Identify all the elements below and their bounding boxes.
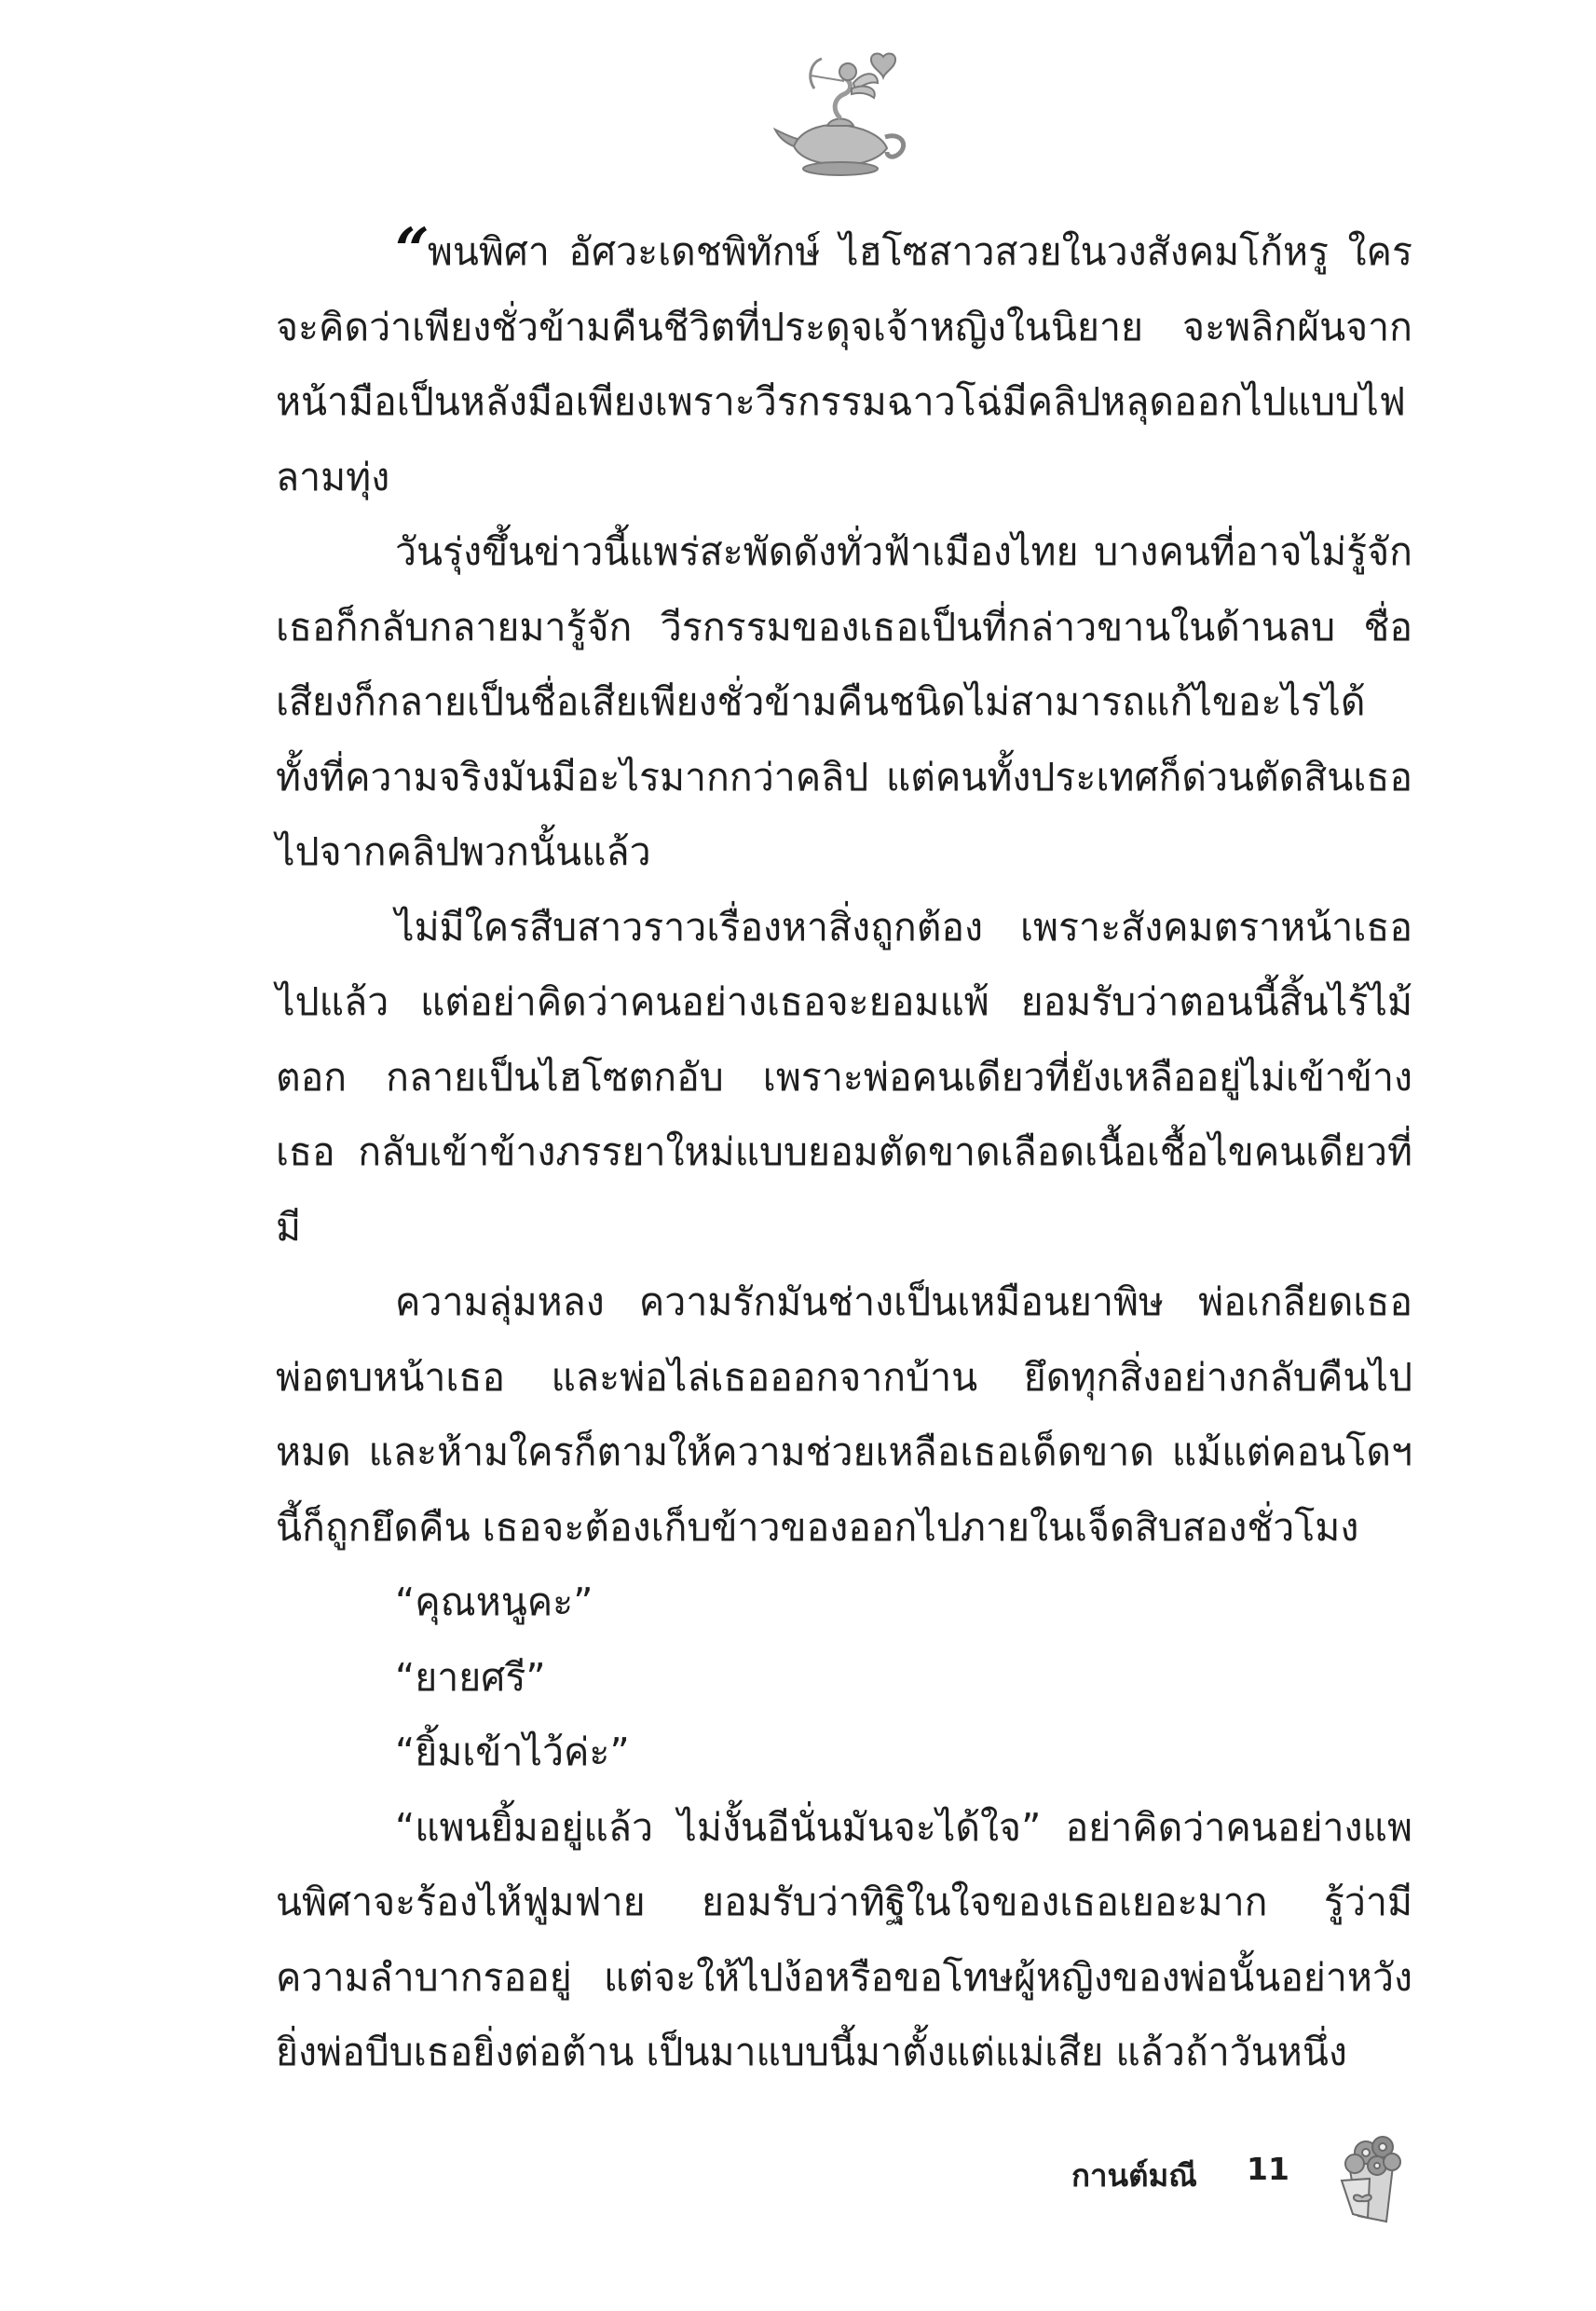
paragraph: ความลุ่มหลง ความรักมันช่างเป็นเหมือนยาพิษ พ่อเกลียดเธอ พ่อตบหน้าเธอ และพ่อไล่เธอออกจากบ้าน ยึดทุกสิ่งอย่างกลับคืนไปหมด และห้ามใครก็ตามให้ความช่วยเหลือเธอเด็ดขาด แม้แต่คอนโดฯ นี้ก็ถูกยึดคืน เธอจะต้องเก็บข้าวของออกไปภายในเจ็ดสิบสองชั่วโมง [276, 1279, 1412, 1550]
paragraph: ไม่มีใครสืบสาวราวเรื่องหาสิ่งถูกต้อง เพราะสังคมตราหน้าเธอไปแล้ว แต่อย่าคิดว่าคนอย่างเธอจะยอมแพ้ ยอมรับว่าตอนนี้สิ้นไร้ไม้ตอก กลายเป็นไฮโซตกอับ เพราะพ่อคนเดียวที่ยังเหลืออยู่ไม่เข้าข้างเธอ กลับเข้าข้างภรรยาใหม่แบบยอมตัดขาดเลือดเนื้อเชื้อไขคนเดียวที่มี [276, 904, 1412, 1250]
opening-quote-mark: “ [395, 215, 420, 285]
chapter-body [276, 214, 1412, 2090]
footer-author-title: กานต์มณี [1071, 2157, 1197, 2194]
page-footer [0, 2134, 1596, 2218]
paragraph: “แพนยิ้มอยู่แล้ว ไม่งั้นอีนั่นมันจะได้ใจ” อย่าคิดว่าคนอย่างแพนพิศาจะร้องไห้ฟูมฟาย ยอมรับว่าทิฐิในใจของเธอเยอะมาก รู้ว่ามีความลำบากรออยู่ แต่จะให้ไปง้อหรือขอโทษผู้หญิงของพ่อนั้นอย่าหวัง ยิ่งพ่อบีบเธอยิ่งต่อต้าน เป็นมาแบบนี้มาตั้งแต่แม่เสีย แล้วถ้าวันหนึ่ง [276, 1804, 1412, 2074]
flower-bouquet-icon [1321, 2125, 1414, 2227]
cupid-teapot-icon [773, 51, 913, 182]
dialogue-line: “ยิ้มเข้าไว้ค่ะ” [395, 1730, 630, 1774]
paragraph-text: พนพิศา อัศวะเดชพิทักษ์ ไฮโซสาวสวยในวงสังคมโก้หรู ใครจะคิดว่าเพียงชั่วข้ามคืนชีวิตที่ประดุจเจ้าหญิงในนิยาย จะพลิกผันจากหน้ามือเป็นหลังมือเพียงเพราะวีรกรรมฉาวโฉ่มีคลิปหลุดออกไปแบบไฟลามทุ่ง [276, 229, 1412, 499]
dialogue-line: “ยายศรี” [395, 1654, 546, 1700]
page-number: 11 [1247, 2151, 1289, 2187]
paragraph: วันรุ่งขึ้นข่าวนี้แพร่สะพัดดังทั่วฟ้าเมืองไทย บางคนที่อาจไม่รู้จักเธอก็กลับกลายมารู้จัก วีรกรรมของเธอเป็นที่กล่าวขานในด้านลบ ชื่อเสียงก็กลายเป็นชื่อเสียเพียงชั่วข้ามคืนชนิดไม่สามารถแก้ไขอะไรได้ ทั้งที่ความจริงมันมีอะไรมากกว่าคลิป แต่คนทั้งประเทศก็ด่วนตัดสินเธอไปจากคลิปพวกนั้นแล้ว [276, 529, 1412, 874]
dialogue-line: “คุณหนูคะ” [395, 1579, 593, 1624]
paragraph [276, 214, 1412, 514]
